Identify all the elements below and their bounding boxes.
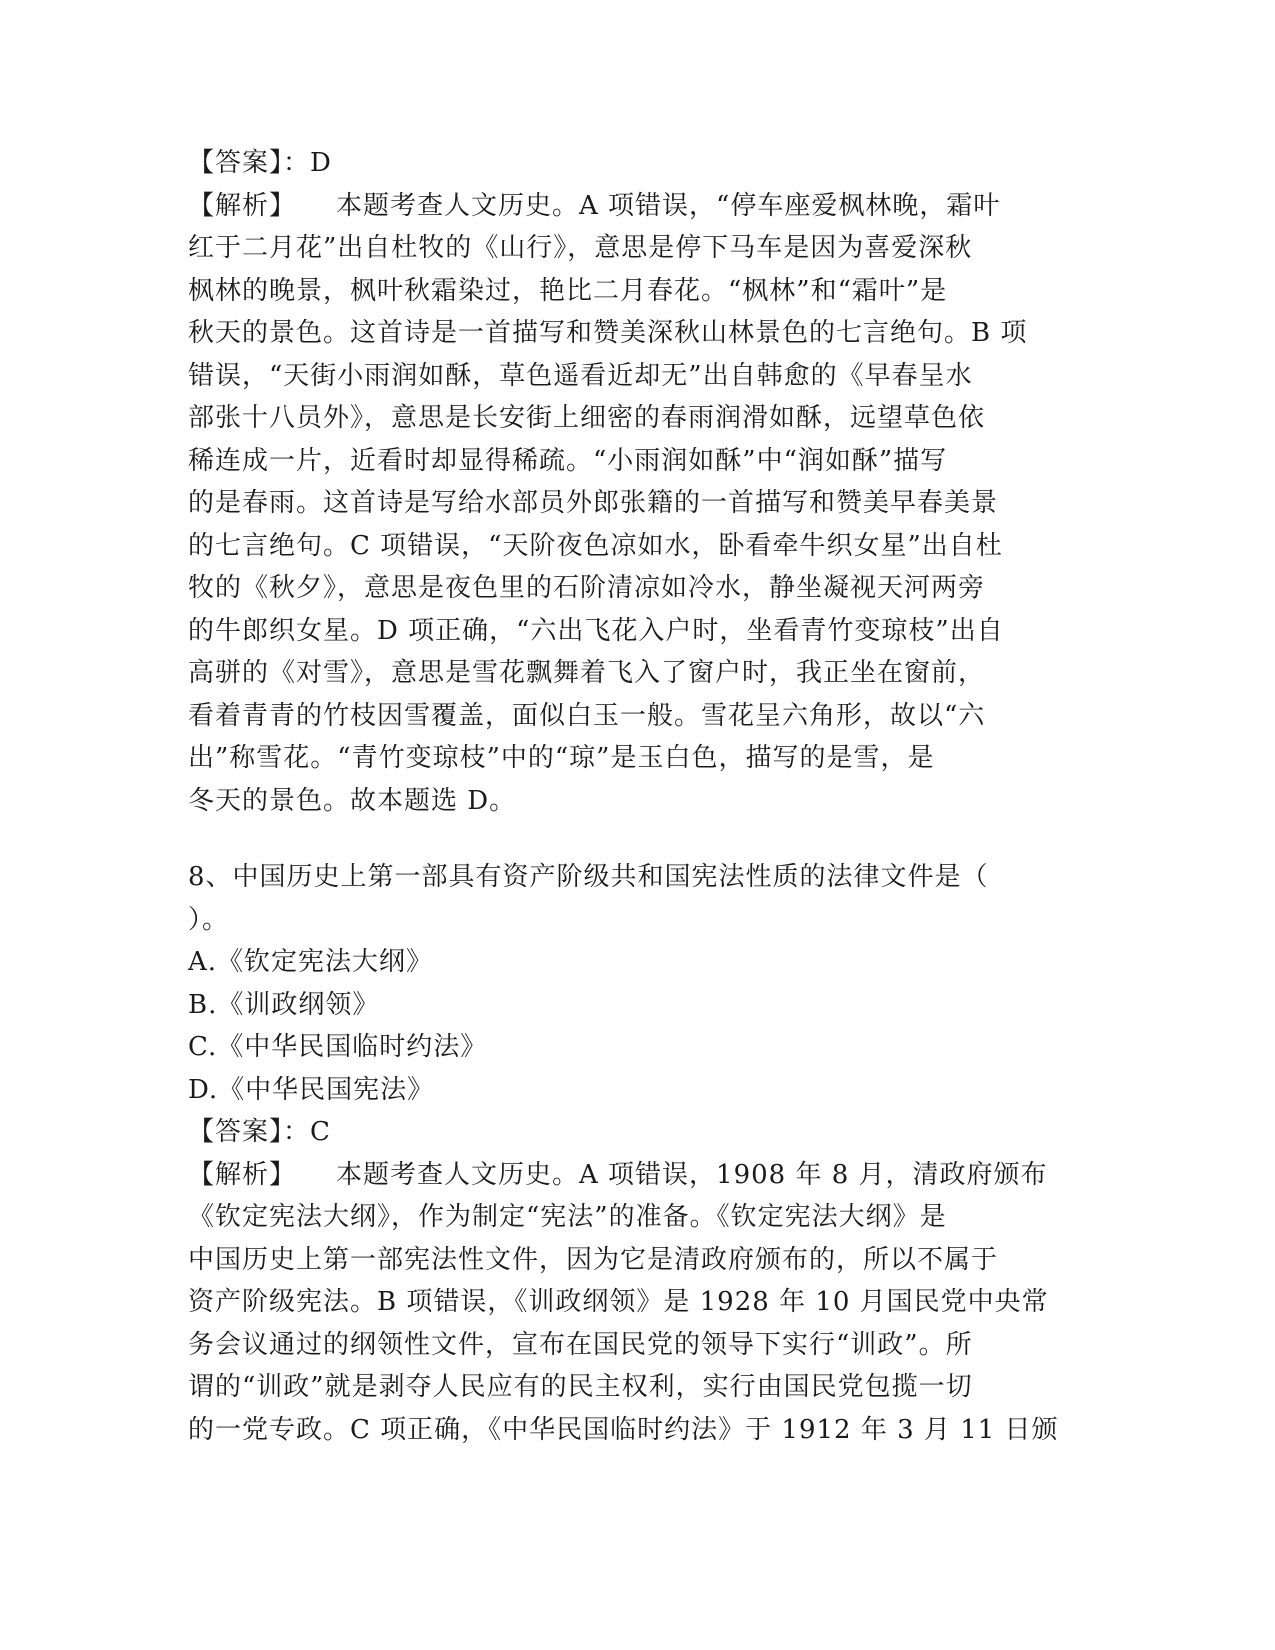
q7-analysis-line: 红于二月花”出自杜牧的《山行》，意思是停下马车是因为喜爱深秋 — [188, 233, 973, 263]
q7-analysis-line: 看着青青的竹枝因雪覆盖，面似白玉一般。雪花呈六角形，故以“六 — [188, 700, 986, 731]
q8-option-b: B.《训政纲领》 — [188, 989, 380, 1020]
q8-question — [188, 856, 1078, 1451]
q8-question-line: 8、中国历史上第一部具有资产阶级共和国宪法性质的法律文件是（ — [188, 862, 989, 892]
q7-answer-analysis — [188, 142, 1078, 822]
q8-analysis-line: 中国历史上第一部宪法性文件，因为它是清政府颁布的，所以不属于 — [188, 1244, 999, 1275]
q7-analysis-line: 出”称雪花。“青竹变琼枝”中的“琼”是玉白色，描写的是雪，是 — [188, 743, 935, 773]
q7-analysis-line: 稀连成一片，近看时却显得稀疏。“小雨润如酥”中“润如酥”描写 — [188, 445, 948, 476]
q8-analysis-line: 谓的“训政”就是剥夺人民应有的民主权利，实行由国民党包揽一切 — [188, 1372, 973, 1402]
q7-analysis-line: 本题考查人文历史。A 项错误，“停车座爱枫林晚，霜叶 — [336, 190, 1001, 221]
q8-option-a: A.《钦定宪法大纲》 — [188, 947, 434, 977]
q8-option-c: C.《中华民国临时约法》 — [188, 1032, 488, 1062]
q7-analysis-line: 秋天的景色。这首诗是一首描写和赞美深秋山林景色的七言绝句。B 项 — [188, 318, 1028, 348]
q7-answer: 【答案】：D — [188, 148, 332, 178]
q7-analysis-line: 高骈的《对雪》，意思是雪花飘舞着飞入了窗户时，我正坐在窗前， — [188, 658, 986, 688]
q8-analysis-label: 【解析】 — [188, 1159, 297, 1190]
q8-answer: 【答案】：C — [188, 1117, 331, 1147]
q8-analysis-first-line — [188, 1154, 1078, 1197]
q7-analysis-first-line — [188, 185, 1078, 228]
q7-analysis-line: 枫林的晚景，枫叶秋霜染过，艳比二月春花。“枫林”和“霜叶”是 — [188, 275, 948, 306]
q8-analysis-line: 本题考查人文历史。A 项错误，1908 年 8 月，清政府颁布 — [336, 1159, 1048, 1190]
q8-option-d: D.《中华民国宪法》 — [188, 1074, 435, 1105]
q8-analysis-line: 《钦定宪法大纲》，作为制定“宪法”的准备。《钦定宪法大纲》是 — [188, 1202, 947, 1232]
q7-analysis-line: 的是春雨。这首诗是写给水部员外郎张籍的一首描写和赞美早春美景 — [188, 488, 999, 518]
q7-analysis-line: 的七言绝句。C 项错误，“天阶夜色凉如水，卧看牵牛织女星”出自杜 — [188, 530, 1003, 561]
q7-analysis-line: 错误，“天街小雨润如酥，草色遥看近却无”出自韩愈的《早春呈水 — [188, 360, 973, 391]
q8-analysis-line: 的一党专政。C 项正确，《中华民国临时约法》于 1912 年 3 月 11 日颁 — [188, 1414, 1059, 1445]
q8-analysis-line: 资产阶级宪法。B 项错误，《训政纲领》是 1928 年 10 月国民党中央常 — [188, 1287, 1049, 1317]
q7-analysis-label: 【解析】 — [188, 190, 297, 221]
q7-analysis-line: 牧的《秋夕》，意思是夜色里的石阶清凉如冷水，静坐凝视天河两旁 — [188, 573, 986, 603]
q7-analysis-line: 的牛郎织女星。D 项正确，“六出飞花入户时，坐看青竹变琼枝”出自 — [188, 615, 1004, 646]
q8-question-line: ）。 — [188, 904, 230, 935]
q7-analysis-line: 冬天的景色。故本题选 D。 — [188, 785, 517, 816]
q7-analysis-line: 部张十八员外》，意思是长安街上细密的春雨润滑如酥，远望草色依 — [188, 403, 986, 433]
q8-analysis-line: 务会议通过的纲领性文件，宣布在国民党的领导下实行“训政”。所 — [188, 1329, 973, 1360]
